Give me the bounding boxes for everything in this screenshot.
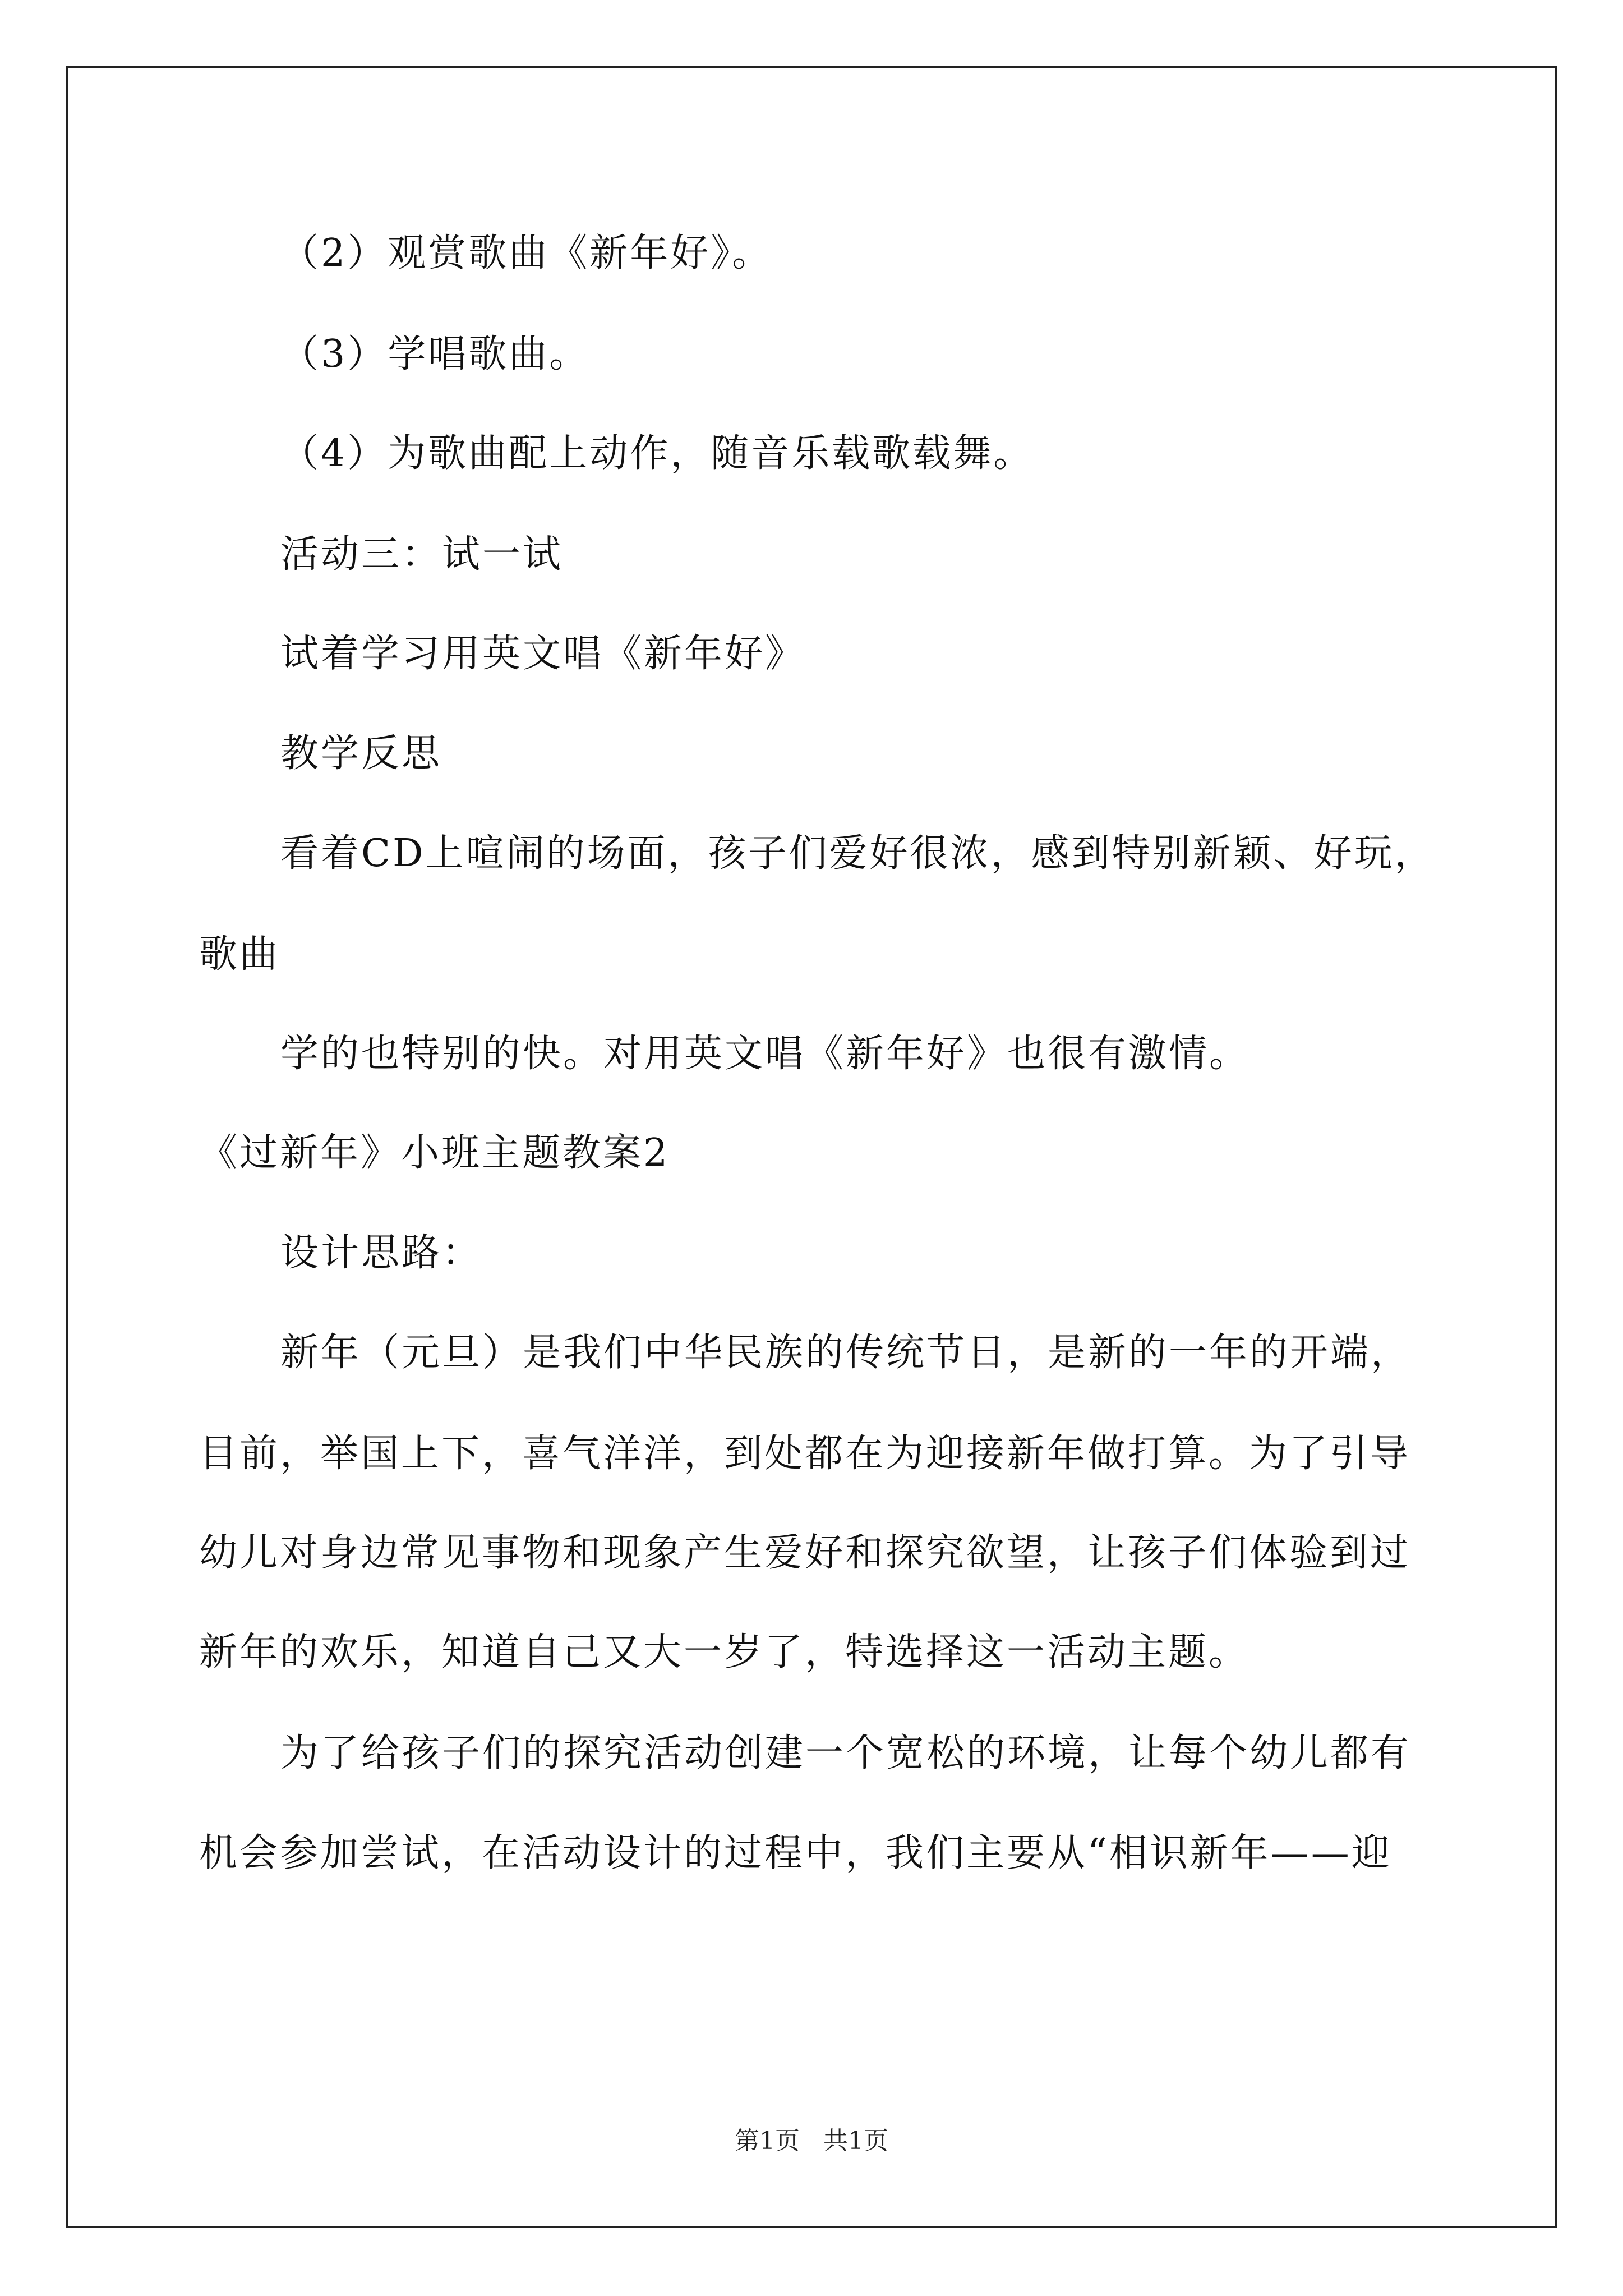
section-heading: 设计思路： (280, 1231, 483, 1275)
doc-line: （4）为歌曲配上动作，随音乐载歌载舞。 (280, 431, 1034, 476)
doc-line: 学的也特别的快。对用英文唱《新年好》也很有激情。 (280, 1032, 1250, 1076)
lesson-title: 《过新年》小班主题教案2 (199, 1131, 670, 1175)
section-heading: 教学反思 (280, 731, 442, 776)
doc-line: 歌曲 (199, 932, 280, 977)
doc-line: 幼儿对身边常见事物和现象产生爱好和探究欲望，让孩子们体验到过 (199, 1531, 1411, 1575)
section-heading: 活动三：试一试 (280, 532, 564, 577)
doc-line: 机会参加尝试，在活动设计的过程中，我们主要从“相识新年——迎 (199, 1831, 1392, 1875)
doc-line: 看着CD上喧闹的场面，孩子们爱好很浓，感到特别新颖、好玩， (280, 831, 1435, 876)
doc-line: 试着学习用英文唱《新年好》 (280, 632, 806, 676)
doc-line: （2）观赏歌曲《新年好》。 (280, 231, 773, 275)
page-footer: 第1页 共1页 (735, 2127, 888, 2155)
doc-line: （3）学唱歌曲。 (280, 332, 590, 376)
doc-line: 新年的欢乐，知道自己又大一岁了，特选择这一活动主题。 (199, 1630, 1249, 1674)
doc-line: 新年（元旦）是我们中华民族的传统节日，是新的一年的开端， (280, 1331, 1412, 1375)
doc-line: 目前，举国上下，喜气洋洋，到处都在为迎接新年做打算。为了引导 (199, 1432, 1411, 1476)
doc-line: 为了给孩子们的探究活动创建一个宽松的环境，让每个幼儿都有 (280, 1731, 1412, 1775)
